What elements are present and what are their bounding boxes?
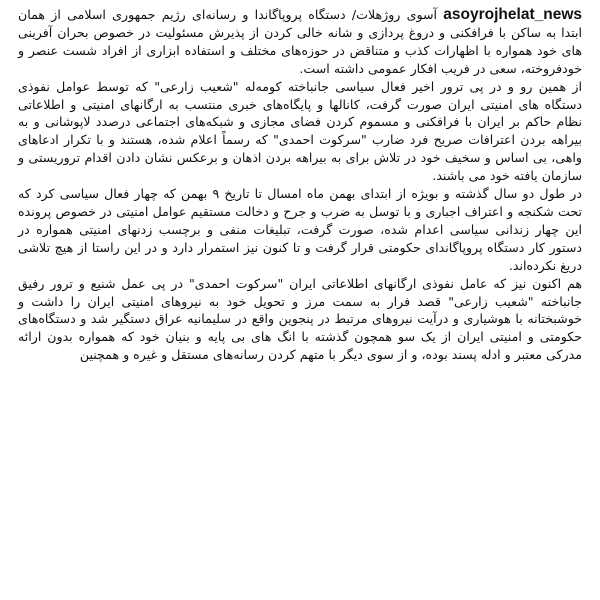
caption-paragraph-4: هم اکنون نیز که عامل نفوذی ارگانهای اطلاعاتی ایران "سرکوت احمدی" در پی عمل شنیع و ترور رفیق جانباخته "شعیب زارعی" قصد فرار به سمت مرز و تحویل خود به نیروهای امنیتی ایران را داشت و خوشبختانه با هوشیاری و درآیت نیروهای مرتبط در پنجوین واقع در سلیمانیه عراق دستگیر شد و دستگاه‌های حکومتی و امنیتی ایران از یک سو همچون گذشته با انگ های بی پایه و بنیان خود که همواره بدون ارائه مدرکی معتبر و ادله پسند بوده، و از سوی دیگر با متهم کردن رسانه‌های مستقل و غیره و همچنین [18, 275, 582, 363]
caption-paragraph-2: از همین رو و در پی ترور اخیر فعال سیاسی جانباخته کومه‌له "شعیب زارعی" که توسط عوامل نفوذی دستگاه های امنیتی ایران صورت گرفت، کانالها و پایگاه‌های خبری منتسب به ارگانهای امنیتی و اطلاعاتی نظام حاکم بر ایران با فرافکنی و مسموم کردن فضای مجازی و شبکه‌های اجتماعی درصدد لاپوشانی و به بیراهه بردن اعترافات صریح فرد ضارب "سرکوت احمدی" که رسماً اعلام شده، هستند و با تکرار ادعاهای واهی، بی اساس و سخیف خود در تلاش برای به بیراهه بردن اذهان و برعکس نشان دادن اقدام تروریستی و سازمان یافته خود می باشند. [18, 78, 582, 184]
caption-paragraph-1 [18, 6, 582, 78]
caption-text: آسوی روژهلات/ دستگاه پروپاگاندا و رسانه‌ای رژیم جمهوری اسلامی از همان ابتدا به ساکن با فرافکنی و دروغ پردازی و شانه خالی کردن از پذیرش مسئولیت در خصوص بحران آفرینی های خود همواره با اظهارات کذب و متناقض در حوزه‌های مختلف و استفاده ابزاری از افراد شست عنصر و خودفروخته، سعی در فریب افکار عمومی داشته است. [18, 7, 582, 76]
username-link[interactable]: asoyrojhelat_news [443, 6, 582, 23]
caption-paragraph-3: در طول دو سال گذشته و بویژه از ابتدای بهمن ماه امسال تا تاریخ ۹ بهمن که چهار فعال سیاسی کرد که تحت شکنجه و اعتراف اجباری و با توسل به ضرب و جرح و دخالت مستقیم عوامل امنیتی در خصوص پرونده این چهار زندانی سیاسی اعدام شده، صورت گرفت، تبلیغات منفی و برچسب زدنهای امنیتی همواره در دستور کار دستگاه پروپاگاندای حکومتی قرار گرفت و تا کنون نیز استمرار دارد و در این راستا از هیچ تلاشی دریغ نکرده‌اند. [18, 186, 582, 273]
